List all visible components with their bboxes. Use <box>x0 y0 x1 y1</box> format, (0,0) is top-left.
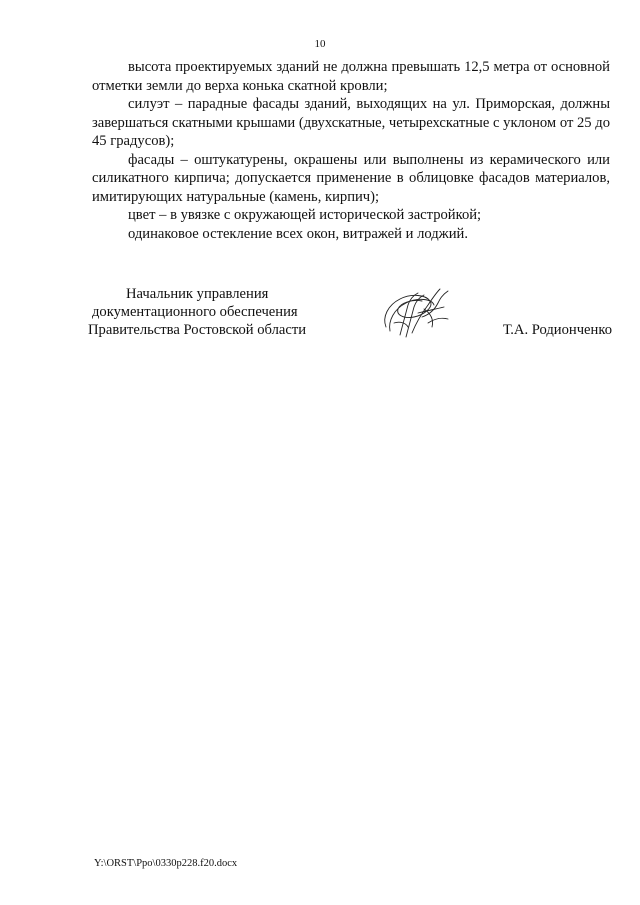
signer-title-line-3: Правительства Ростовской области <box>88 322 307 338</box>
signature-block <box>88 285 612 355</box>
page-number: 10 <box>314 38 326 50</box>
paragraph-glazing: одинаковое остекление всех окон, витражей и лоджий. <box>128 225 469 242</box>
handwritten-signature <box>378 283 458 341</box>
signer-title-line-1: Начальник управления <box>126 286 269 302</box>
file-path-footer: Y:\ORST\Ppo\0330p228.f20.docx <box>94 858 238 869</box>
signer-title-line-2: документационного обеспечения <box>92 304 298 320</box>
paragraph-silhouette: силуэт – парадные фасады зданий, выходящих на ул. Приморская, должны завершаться скатными крышами (двухскатные, четырехскатные с уклоном от 25 до 45 градусов); <box>92 96 610 149</box>
paragraph-color: цвет – в увязке с окружающей исторической застройкой; <box>128 207 482 223</box>
paragraph-facades: фасады – оштукатурены, окрашены или выполнены из керамического или силикатного кирпича; допускается применение в облицовке фасадов материалов, имитирующих натуральные (камень, кирпич); <box>92 151 610 205</box>
document-body <box>92 58 610 243</box>
paragraph-height: высота проектируемых зданий не должна превышать 12,5 метра от основной отметки земли до верха конька скатной кровли; <box>92 59 610 94</box>
signer-name: Т.А. Родионченко <box>502 322 612 338</box>
signer-title <box>88 285 306 339</box>
